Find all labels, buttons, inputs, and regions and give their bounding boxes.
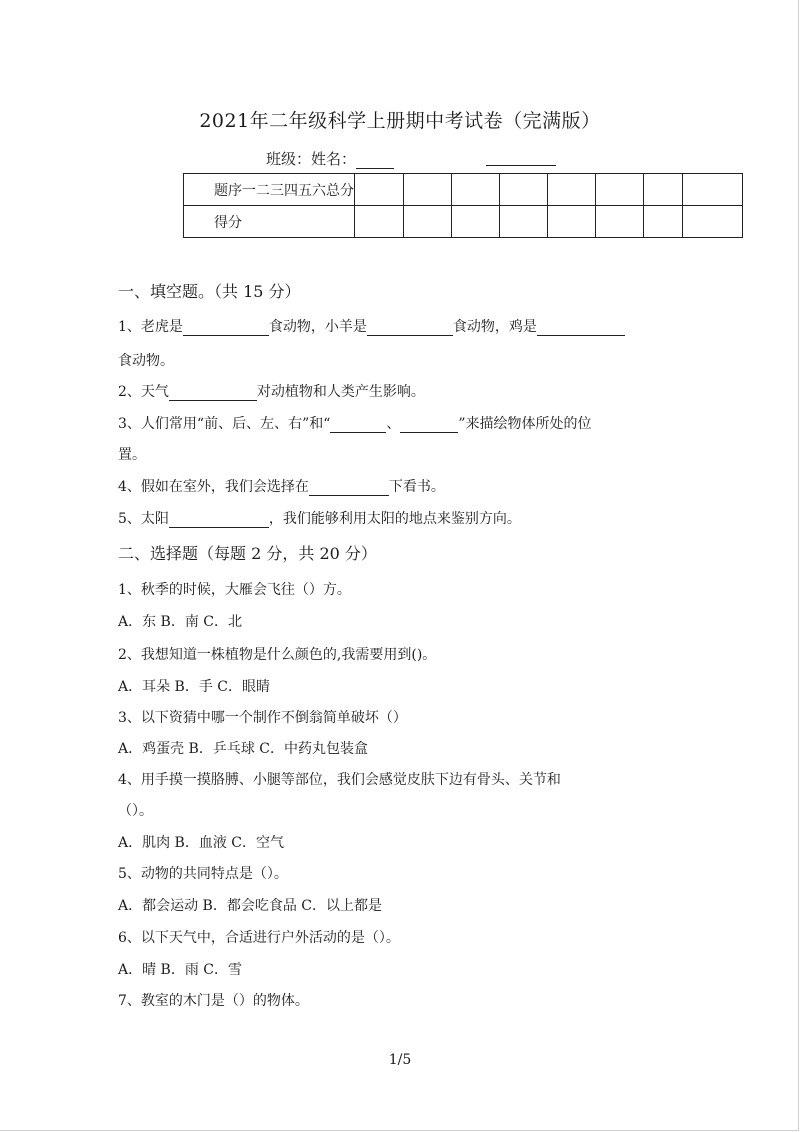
s1-q3-blank-1[interactable] bbox=[330, 417, 386, 433]
name-blank[interactable] bbox=[356, 152, 394, 169]
s1-q4-blank[interactable] bbox=[309, 480, 389, 496]
s1-question-2 bbox=[118, 381, 425, 401]
score-cell bbox=[500, 174, 548, 206]
s2-question-3: 3、以下资猜中哪一个制作不倒翁简单破坏（） bbox=[118, 710, 407, 726]
score-table bbox=[183, 173, 743, 238]
score-table-row-header bbox=[184, 174, 743, 206]
section2-title: 二、选择题（每题 2 分，共 20 分） bbox=[118, 544, 377, 563]
s1-question-3-cont: 置。 bbox=[118, 447, 146, 463]
s1-q1-text-b: 食动物，小羊是 bbox=[268, 319, 367, 335]
score-cell bbox=[596, 174, 644, 206]
s1-q2-text-b: 对动植物和人类产生影响。 bbox=[256, 384, 425, 400]
score-input-cell[interactable] bbox=[644, 206, 683, 238]
s2-question-4-cont: （）。 bbox=[118, 803, 153, 819]
score-cell bbox=[644, 174, 683, 206]
score-cell bbox=[404, 174, 452, 206]
s1-question-1-cont: 食动物。 bbox=[118, 353, 174, 369]
class-label: 班级： bbox=[266, 150, 312, 168]
s2-options-5: A．都会运动 B．都会吃食品 C．以上都是 bbox=[118, 898, 383, 914]
s1-q4-text-a: 4、假如在室外，我们会选择在 bbox=[118, 479, 309, 495]
section1-title: 一、填空题。（共 15 分） bbox=[118, 282, 301, 301]
score-input-cell[interactable] bbox=[596, 206, 644, 238]
s2-options-1: A．东 B．南 C．北 bbox=[118, 614, 243, 630]
s1-q4-text-b: 下看书。 bbox=[388, 479, 445, 495]
name-label: 姓名： bbox=[311, 150, 357, 168]
score-input-cell[interactable] bbox=[548, 206, 596, 238]
s1-q3-text-a: 3、人们常用“前、后、左、右”和“ bbox=[118, 416, 331, 432]
s1-q5-blank[interactable] bbox=[169, 512, 269, 528]
s1-q2-text-a: 2、天气 bbox=[118, 384, 169, 400]
score-input-cell[interactable] bbox=[404, 206, 452, 238]
s2-options-2: A．耳朵 B．手 C．眼睛 bbox=[118, 679, 271, 695]
s2-question-5: 5、动物的共同特点是（）。 bbox=[118, 866, 288, 882]
s1-question-4 bbox=[118, 476, 445, 496]
score-header-cell: 题序一二三四五六总分 bbox=[184, 174, 355, 206]
s2-options-3: A．鸡蛋壳 B．乒乓球 C．中药丸包装盒 bbox=[118, 741, 369, 757]
s1-q3-text-c: ”来描绘物体所处的位 bbox=[458, 416, 592, 432]
class-blank[interactable] bbox=[486, 149, 556, 166]
s1-question-5 bbox=[118, 508, 521, 528]
s2-question-2: 2、我想知道一株植物是什么颜色的,我需要用到()。 bbox=[118, 647, 437, 663]
score-cell bbox=[452, 174, 500, 206]
s2-question-7: 7、教室的木门是（）的物体。 bbox=[118, 993, 309, 1009]
s1-q1-blank-3[interactable] bbox=[537, 320, 625, 336]
score-cell bbox=[683, 174, 743, 206]
score-cell bbox=[548, 174, 596, 206]
s2-options-4: A．肌肉 B．血液 C．空气 bbox=[118, 835, 285, 851]
score-cell bbox=[355, 174, 404, 206]
s1-q3-blank-2[interactable] bbox=[400, 417, 458, 433]
score-input-cell[interactable] bbox=[355, 206, 404, 238]
class-name-line bbox=[266, 148, 394, 169]
page-number: 1/5 bbox=[388, 1052, 412, 1068]
s1-q1-blank-2[interactable] bbox=[367, 320, 453, 336]
s1-q3-text-b: 、 bbox=[386, 416, 401, 432]
s2-options-6: A．晴 B．雨 C．雪 bbox=[118, 962, 243, 978]
s1-q1-blank-1[interactable] bbox=[183, 320, 269, 336]
s1-q5-text-a: 5、太阳 bbox=[118, 511, 169, 527]
score-label-cell: 得分 bbox=[184, 206, 355, 238]
s1-question-1 bbox=[118, 316, 625, 336]
s2-question-4: 4、用手摸一摸胳膊、小腿等部位，我们会感觉皮肤下边有骨头、关节和 bbox=[118, 772, 561, 788]
s1-question-3 bbox=[118, 413, 592, 433]
s1-q5-text-b: ，我们能够利用太阳的地点来鉴别方向。 bbox=[268, 511, 521, 527]
s1-q1-text-c: 食动物，鸡是 bbox=[452, 319, 537, 335]
extra-blank-line bbox=[486, 148, 556, 166]
score-table-row-points bbox=[184, 206, 743, 238]
score-input-cell[interactable] bbox=[452, 206, 500, 238]
score-input-cell[interactable] bbox=[500, 206, 548, 238]
exam-title: 2021年二年级科学上册期中考试卷（完满版） bbox=[199, 110, 601, 132]
s1-q1-text-a: 1、老虎是 bbox=[118, 319, 183, 335]
s2-question-1: 1、秋季的时候，大雁会飞往（）方。 bbox=[118, 582, 351, 598]
score-input-cell[interactable] bbox=[683, 206, 743, 238]
s2-question-6: 6、以下天气中，合适进行户外活动的是（）。 bbox=[118, 930, 400, 946]
s1-q2-blank[interactable] bbox=[169, 385, 257, 401]
